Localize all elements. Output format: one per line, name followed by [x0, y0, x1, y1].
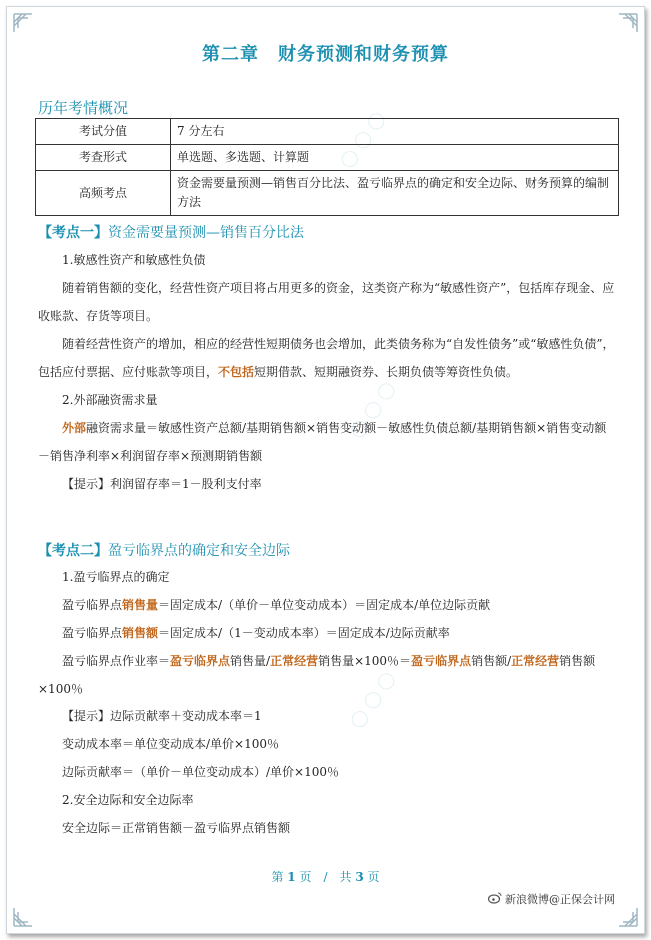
point1-subheading-1: 1.敏感性资产和敏感性负债 — [62, 253, 206, 267]
point2-subheading-1: 1.盈亏临界点的确定 — [62, 570, 170, 584]
page-title: 第二章 财务预测和财务预算 — [202, 44, 449, 65]
corner-ornament-icon — [12, 900, 40, 928]
page-number: 第 1 页 / 共 3 页 — [271, 870, 380, 884]
watermark: ◯ ◯ ◯ — [345, 667, 399, 732]
table-key: 考试分值 — [36, 119, 171, 145]
table-key: 考查形式 — [36, 145, 171, 171]
table-value: 资金需要量预测—销售百分比法、盈亏临界点的确定和安全边际、财务预算的编制方法 — [171, 171, 619, 216]
table-row — [36, 171, 619, 216]
weibo-credit: 新浪微博@正保会计网 — [488, 891, 615, 907]
watermark: ◯ ◯ ◯ — [345, 377, 399, 442]
point2-formula-5: 边际贡献率＝（单价－单位变动成本）/单价×100％ — [62, 765, 340, 779]
table-value: 7 分左右 — [171, 119, 619, 145]
table-value: 单选题、多选题、计算题 — [171, 145, 619, 171]
point2-formula-1: 盈亏临界点销售量＝固定成本/（单价－单位变动成本）＝固定成本/单位边际贡献 — [62, 598, 491, 612]
point1-paragraph-1: 随着销售额的变化，经营性资产项目将占用更多的资金，这类资产称为“敏感性资产”，包括库存现金、应收账款、存货等项目。 — [38, 281, 615, 323]
point1-subheading-2: 2.外部融资需求量 — [62, 393, 158, 407]
table-row — [36, 145, 619, 171]
point1-heading: 【考点一】资金需要量预测—销售百分比法 — [38, 225, 304, 241]
point2-tip: 【提示】边际贡献率＋变动成本率＝1 — [62, 709, 262, 723]
watermark: ◯ ◯ ◯ — [335, 107, 389, 172]
point2-heading: 【考点二】盈亏临界点的确定和安全边际 — [38, 543, 290, 559]
point2-formula-4: 变动成本率＝单位变动成本/单价×100％ — [62, 737, 280, 751]
overview-heading: 历年考情概况 — [38, 99, 129, 117]
weibo-icon — [488, 892, 502, 907]
point1-tip: 【提示】利润留存率＝1－股利支付率 — [62, 477, 262, 491]
overview-table — [35, 118, 619, 216]
point2-formula-2: 盈亏临界点销售额＝固定成本/（1－变动成本率）＝固定成本/边际贡献率 — [62, 626, 450, 640]
point1-formula: 外部融资需求量＝敏感性资产总额/基期销售额×销售变动额－敏感性负债总额/基期销售额×销售变动额－销售净利率×利润留存率×预测期销售额 — [38, 421, 607, 463]
point2-formula-6: 安全边际＝正常销售额－盈亏临界点销售额 — [62, 821, 291, 835]
table-row — [36, 119, 619, 145]
corner-ornament-icon — [12, 12, 40, 40]
corner-ornament-icon — [611, 900, 639, 928]
corner-ornament-icon — [611, 12, 639, 40]
point2-formula-3: 盈亏临界点作业率＝盈亏临界点销售量/正常经营销售量×100％＝盈亏临界点销售额/正常经营销售额×100％ — [38, 654, 596, 696]
point1-paragraph-2: 随着经营性资产的增加，相应的经营性短期债务也会增加，此类债务称为“自发性债务”或“敏感性负债”，包括应付票据、应付账款等项目，不包括短期借款、短期融资券、长期负债等筹资性负债。 — [38, 337, 615, 379]
point2-subheading-2: 2.安全边际和安全边际率 — [62, 793, 194, 807]
table-key: 高频考点 — [36, 171, 171, 216]
